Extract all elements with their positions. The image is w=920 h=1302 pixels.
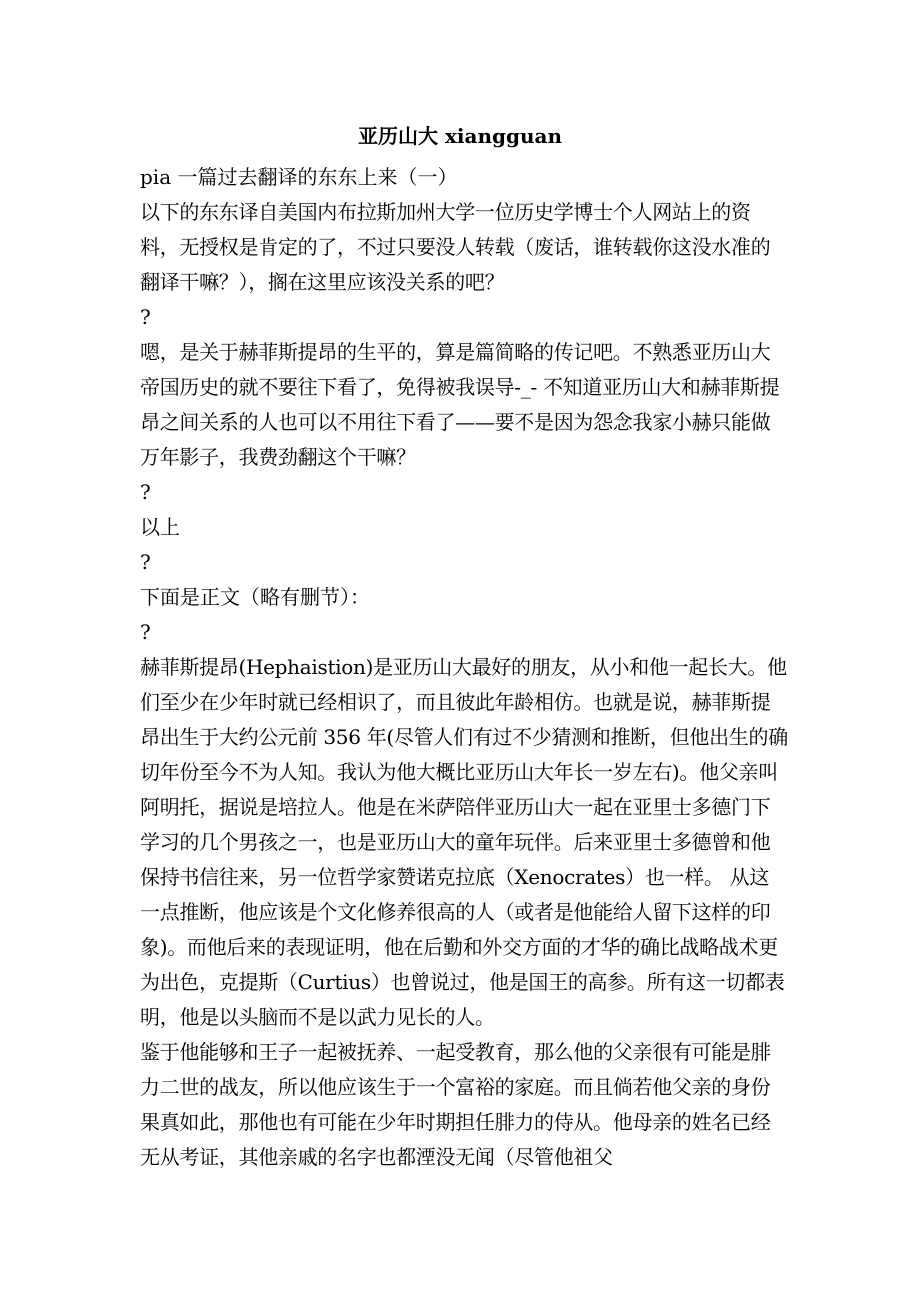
document-title: 亚历山大 xiangguan	[358, 124, 562, 148]
paragraph-end-intro: 以上	[140, 515, 180, 539]
paragraph-biography-2: 鉴于他能够和王子一起被抚养、一起受教育，那么他的父亲很有可能是腓力二世的战友，所以他应该生于一个富裕的家庭。而且倘若他父亲的身份果真如此，那他也有可能在少年时期担任腓力的侍从。他母亲的姓名已经无从考证，其他亲戚的名字也都湮没无闻（尽管他祖父	[140, 1040, 771, 1169]
paragraph-main-heading: 下面是正文（略有删节）：	[140, 585, 370, 609]
paragraph-about: 嗯，是关于赫菲斯提昂的生平的，算是篇简略的传记吧。不熟悉亚历山大帝国历史的就不要往下看了，免得被我误导-_- 不知道亚历山大和赫菲斯提昂之间关系的人也可以不用往下看了——要不是因为怨念我家小赫只能做万年影子，我费劲翻这个干嘛？	[140, 340, 780, 469]
paragraph-biography-1: 赫菲斯提昂(Hephaistion)是亚历山大最好的朋友，从小和他一起长大。他们至少在少年时就已经相识了，而且彼此年龄相仿。也就是说，赫菲斯提昂出生于大约公元前 356 年(尽管人们有过不少猜测和推断，但他出生的确切年份至今不为人知。我认为他大概比亚历山大年长一岁左右)。他父亲叫阿明托，据说是培拉人。他是在米萨陪伴亚历山大一起在亚里士多德门下学习的几个男孩之一，也是亚历山大的童年玩伴。后来亚里士多德曾和他保持书信往来，另一位哲学家赞诺克拉底（Xenocrates）也一样。 从这一点推断，他应该是个文化修养很高的人（或者是他能给人留下这样的印象)。而他后来的表现证明，他在后勤和外交方面的才华的确比战略战术更为出色，克提斯（Curtius）也曾说过，他是国王的高参。所有这一切都表明，他是以头脑而不是以武力见长的人。	[140, 655, 788, 1029]
paragraph-source-note: 以下的东东译自美国内布拉斯加州大学一位历史学博士个人网站上的资料，无授权是肯定的了，不过只要没人转载（废话，谁转载你这没水准的翻译干嘛？），搁在这里应该没关系的吧？	[140, 200, 771, 294]
paragraph-separator: ?	[140, 480, 151, 504]
paragraph-separator: ?	[140, 620, 151, 644]
document-body	[140, 160, 788, 1175]
paragraph-separator: ?	[140, 550, 151, 574]
paragraph-intro: pia 一篇过去翻译的东东上来（一）	[140, 165, 458, 189]
paragraph-separator: ?	[140, 305, 151, 329]
